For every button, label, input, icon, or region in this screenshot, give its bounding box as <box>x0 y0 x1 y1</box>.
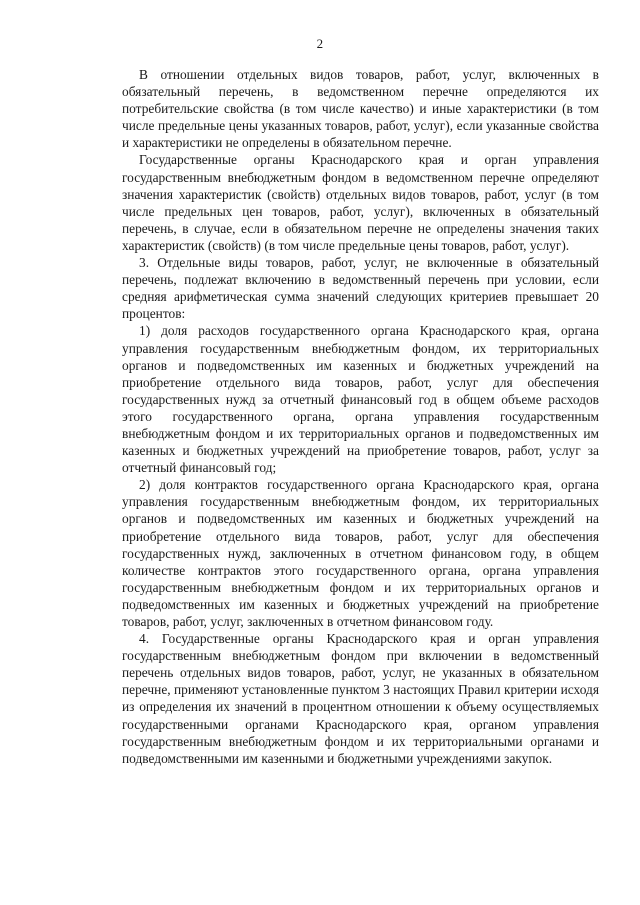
paragraph-characteristic-values: Государственные органы Краснодарского края и орган управления государственным внебюджетным фондом в ведомственном перечне определяют значения характеристик (свойств) отдельных видов товаров, работ, услуг (в том числе предельных цен товаров, работ, услуг), включенных в обязательный перечень, в случае, если в обязательном перечне не определены значения таких характеристик (свойств) (в том числе предельные цены товаров, работ, услуг). <box>122 152 599 253</box>
paragraph-section-4: 4. Государственные органы Краснодарского края и орган управления государственным внебюджетным фондом при включении в ведомственный перечень отдельных видов товаров, работ, услуг, не указанных в обязательном перечне, применяют установленные пунктом 3 настоящих Правил критерии исходя из определения их значений в процентном отношении к объему осуществляемых государственными органами Краснодарского края, органом управления государственным внебюджетным фондом и их территориальными органами и подведомственными им казенными и бюджетными учреждениями закупок. <box>122 631 599 766</box>
paragraph-criterion-1: 1) доля расходов государственного органа Краснодарского края, органа управления государственным внебюджетным фондом, их территориальных органов и подведомственных им казенных и бюджетных учреждений на приобретение отдельного вида товаров, работ, услуг для обеспечения государственных нужд за отчетный финансовый год в общем объеме расходов этого государственного органа, органа управления государственным внебюджетным фондом и их территориальных органов и подведомственных им казенных и бюджетных учреждений на приобретение товаров, работ, услуг за отчетный финансовый год; <box>122 323 599 476</box>
paragraph-product-properties: В отношении отдельных видов товаров, работ, услуг, включенных в обязательный перечень, в ведомственном перечне определяются их потребительские свойства (в том числе качество) и иные характеристики (в том числе предельные цены указанных товаров, работ, услуг), если указанные свойства и характеристики не определены в обязательном перечне. <box>122 67 599 151</box>
document-body <box>122 66 599 767</box>
page-number: 2 <box>316 36 324 51</box>
paragraph-section-3: 3. Отдельные виды товаров, работ, услуг, не включенные в обязательный перечень, подлежат включению в ведомственный перечень при условии, если средняя арифметическая сумма значений следующих критериев превышает 20 процентов: <box>122 255 599 322</box>
paragraph-criterion-2: 2) доля контрактов государственного органа Краснодарского края, органа управления государственным внебюджетным фондом, их территориальных органов и подведомственных им казенных и бюджетных учреждений на приобретение отдельного вида товаров, работ, услуг для обеспечения государственных нужд, заключенных в отчетном финансовом году, в общем количестве контрактов этого государственного органа, органа управления государственным внебюджетным фондом и их территориальных органов и подведомственных им казенных и бюджетных учреждений на приобретение товаров, работ, услуг, заключенных в отчетном финансовом году. <box>122 477 599 629</box>
